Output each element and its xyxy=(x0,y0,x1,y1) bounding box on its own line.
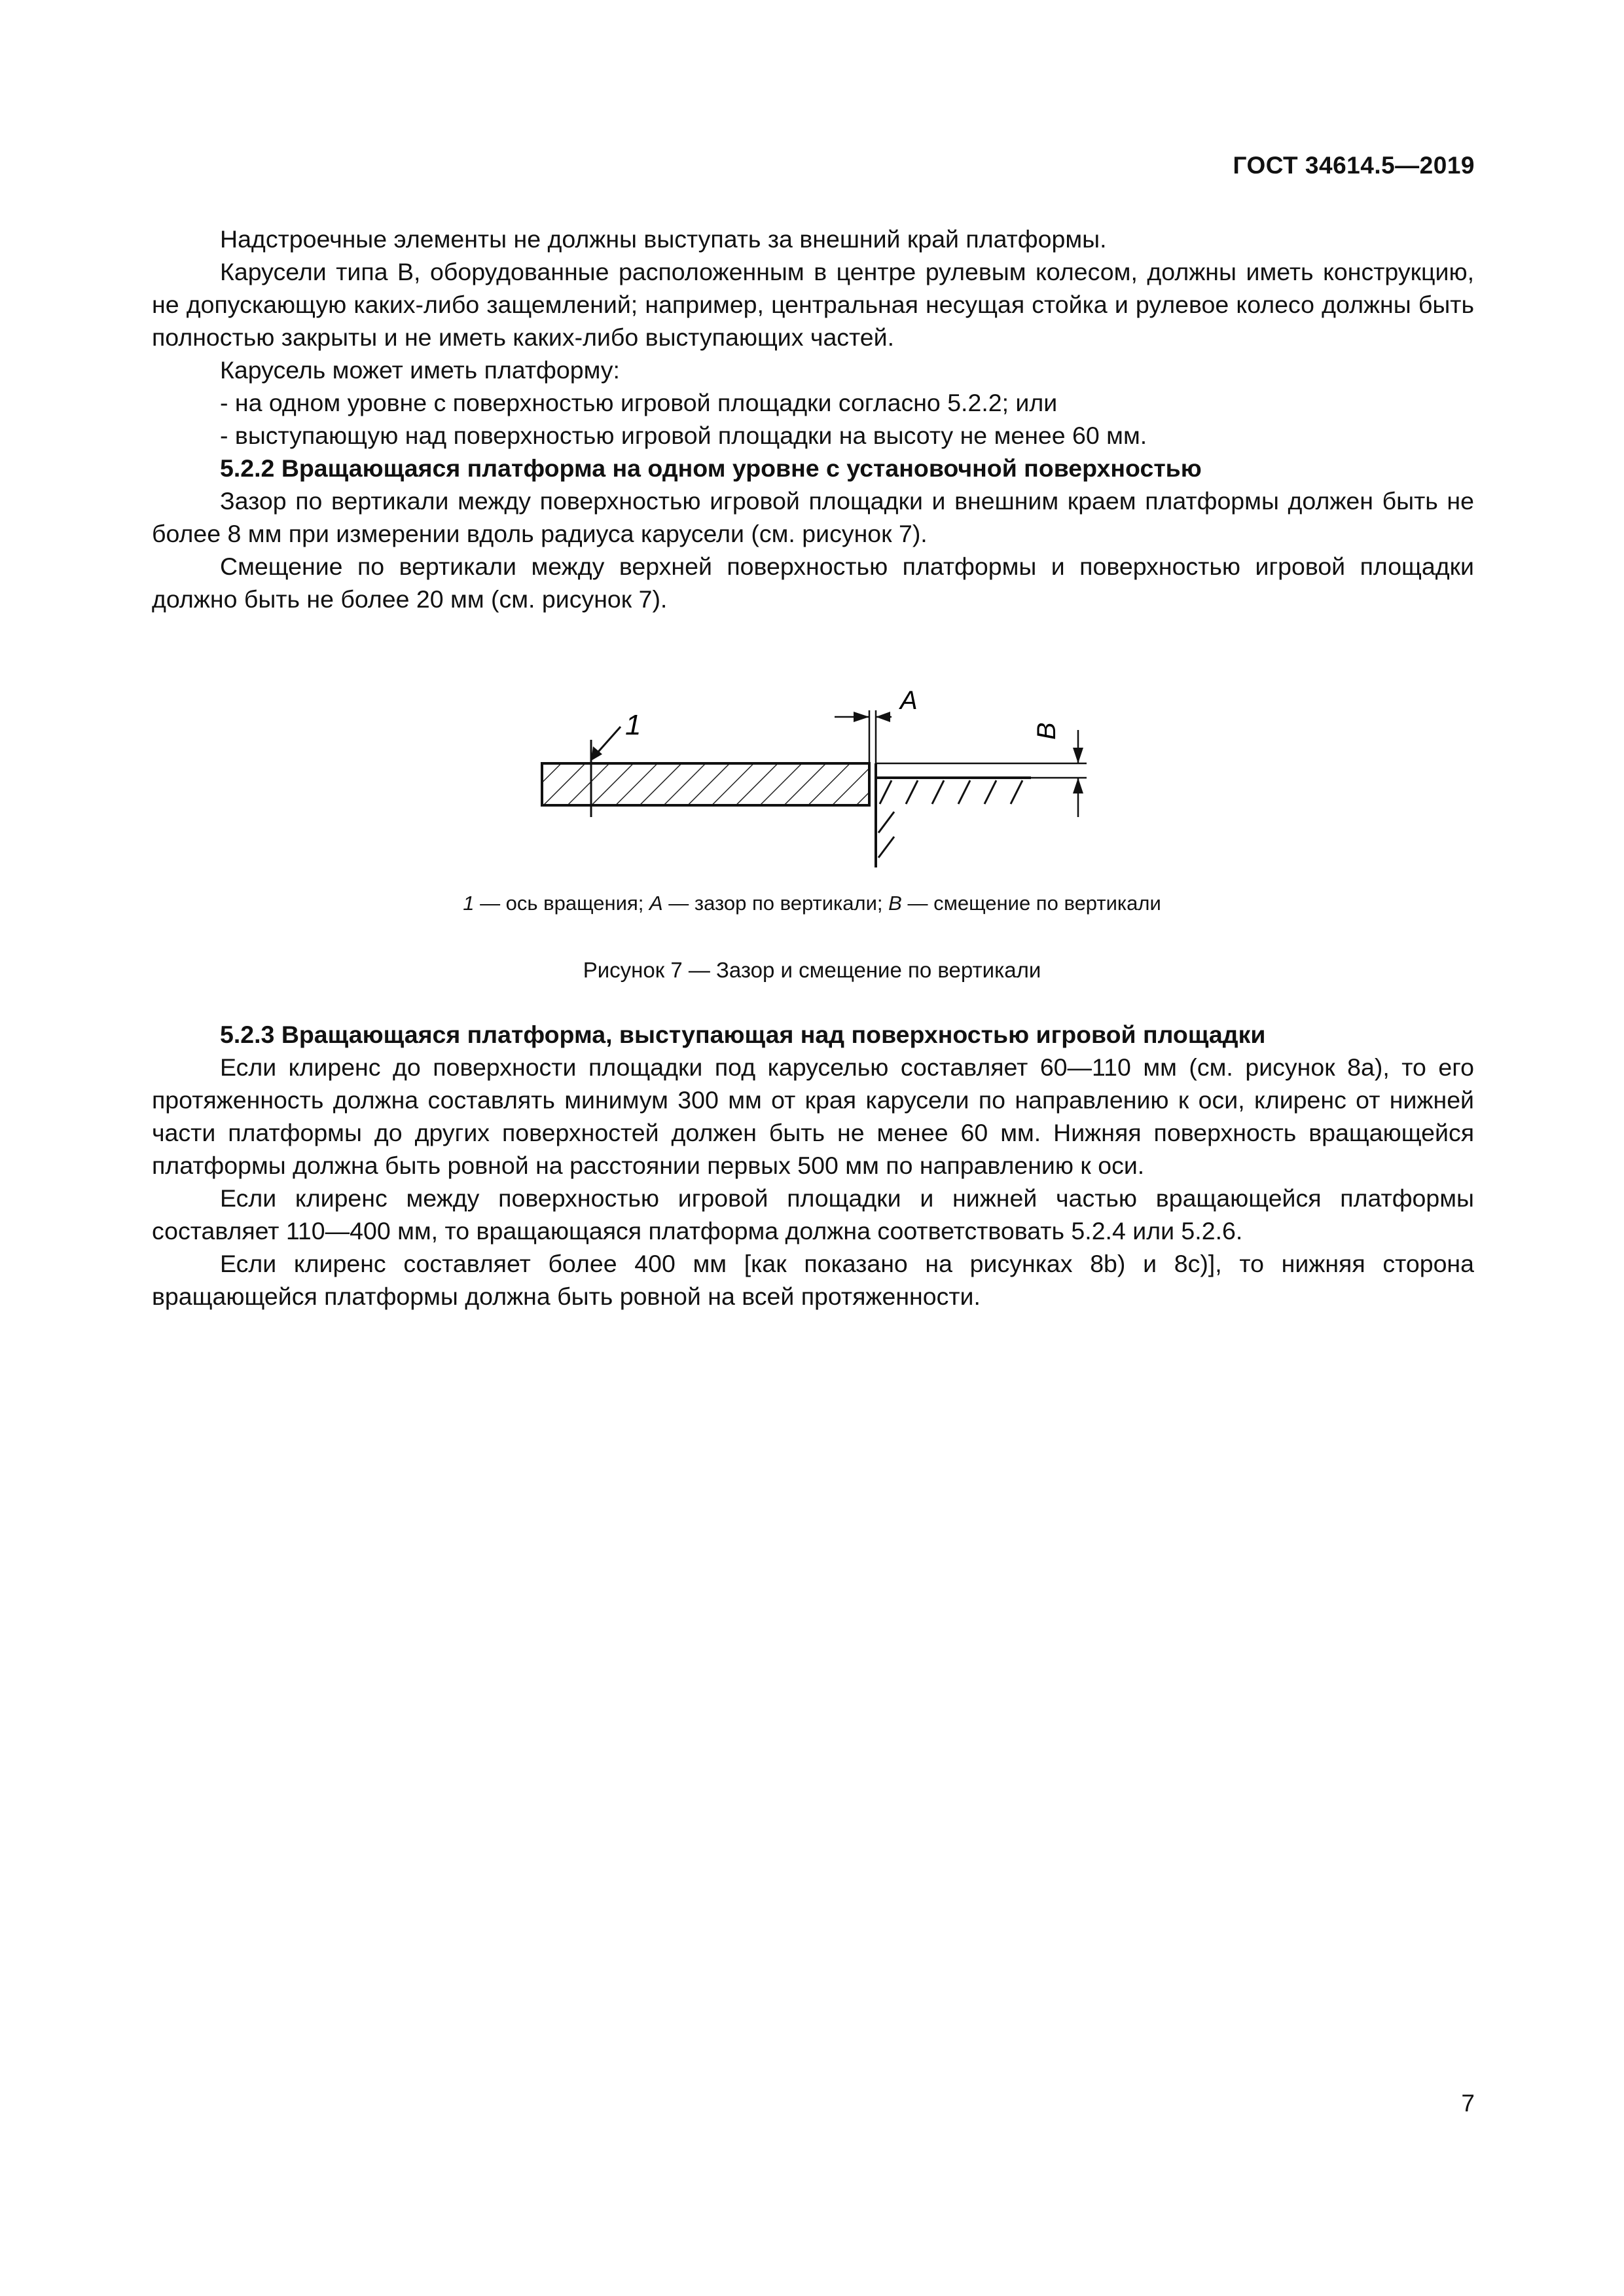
list-item: - на одном уровне с поверхностью игровой площадки согласно 5.2.2; или xyxy=(220,389,1058,416)
dimension-a-gap xyxy=(835,710,892,763)
figure-7-caption: Рисунок 7 — Зазор и смещение по вертикали xyxy=(583,958,1041,982)
legend-text-a: — зазор по вертикали; xyxy=(662,892,889,915)
dimension-b-offset xyxy=(876,730,1087,817)
paragraph: Если клиренс между поверхностью игровой площадки и нижней частью вращающейся платформы составляет 110—400 мм, то вращающаяся платформа должна соответствовать 5.2.4 или 5.2.6. xyxy=(152,1184,1474,1245)
section-heading-5-2-3: 5.2.3 Вращающаяся платформа, выступающая над поверхностью игровой площадки xyxy=(220,1021,1266,1048)
legend-key-1: 1 xyxy=(463,892,475,915)
section-5-2-3 xyxy=(152,1018,1474,1313)
paragraph: Если клиренс до поверхности площадки под каруселью составляет 60—110 мм (см. рисунок 8а), то его протяженность должна составлять минимум 300 мм от края карусели по направлению к оси, клиренс от нижней части платформы до других поверхностей должен быть не менее 60 мм. Нижняя поверхность вращающейся платформы должна быть ровной на расстоянии первых 500 мм по направлению к оси. xyxy=(152,1053,1474,1179)
ground-surface xyxy=(876,763,1031,867)
page-number: 7 xyxy=(1461,2090,1475,2117)
label-b: B xyxy=(1032,722,1061,740)
legend-key-b: B xyxy=(888,892,902,915)
paragraph: Зазор по вертикали между поверхностью игровой площадки и внешним краем платформы должен быть не более 8 мм при измерении вдоль радиуса карусели (см. рисунок 7). xyxy=(152,487,1474,547)
legend-text-1: — ось вращения; xyxy=(474,892,649,915)
section-intro xyxy=(152,223,1474,615)
label-1: 1 xyxy=(625,709,641,741)
figure-7-legend xyxy=(0,892,1624,915)
list-item: - выступающую над поверхностью игровой площадки на высоту не менее 60 мм. xyxy=(220,422,1147,449)
paragraph: Смещение по вертикали между верхней поверхностью платформы и поверхностью игровой площадки должно быть не более 20 мм (см. рисунок 7). xyxy=(152,553,1474,613)
section-heading-5-2-2: 5.2.2 Вращающаяся платформа на одном уровне с установочной поверхностью xyxy=(220,454,1202,482)
paragraph: Надстроечные элементы не должны выступать за внешний край платформы. xyxy=(220,225,1107,253)
platform-options-list xyxy=(152,386,1474,452)
legend-key-a: A xyxy=(649,892,663,915)
paragraph: Если клиренс составляет более 400 мм [как показано на рисунках 8b) и 8c)], то нижняя сторона вращающейся платформы должна быть ровной на всей протяженности. xyxy=(152,1250,1474,1310)
figure-7-drawing xyxy=(0,655,1624,890)
label-a: A xyxy=(900,686,918,715)
paragraph: Карусель может иметь платформу: xyxy=(220,356,620,384)
legend-text-b: — смещение по вертикали xyxy=(901,892,1161,915)
paragraph: Карусели типа B, оборудованные расположенным в центре рулевым колесом, должны иметь конструкцию, не допускающую каких-либо защемлений; например, центральная несущая стойка и рулевое колесо должны быть полностью закрыты и не иметь каких-либо выступающих частей. xyxy=(152,258,1474,351)
document-id-header: ГОСТ 34614.5—2019 xyxy=(1233,152,1475,179)
